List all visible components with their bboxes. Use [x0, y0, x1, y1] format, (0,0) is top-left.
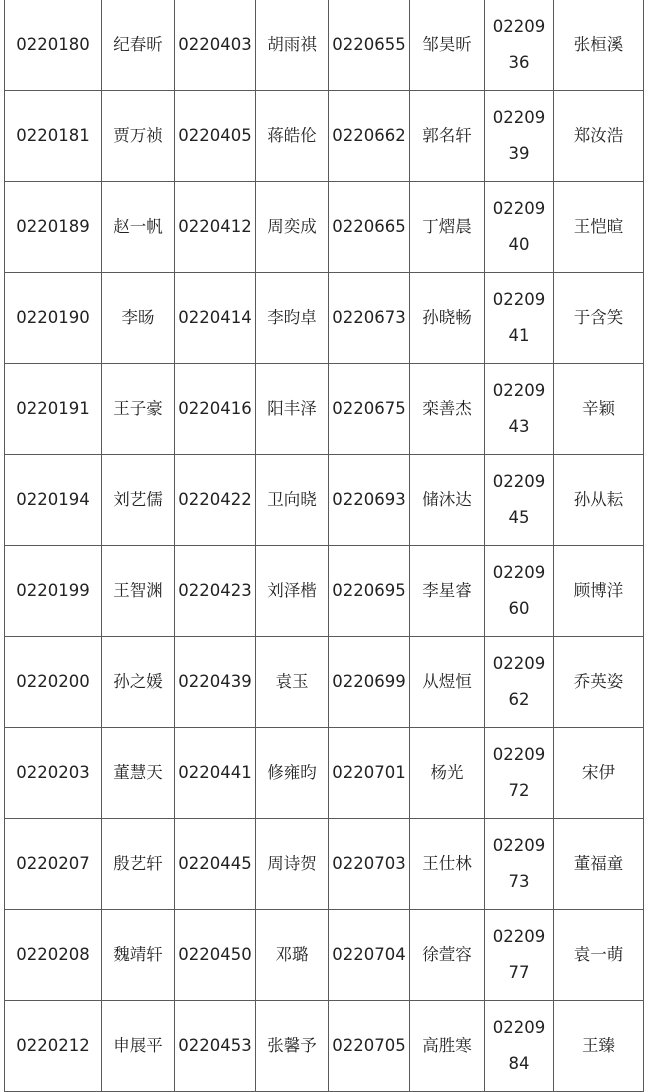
student-id-cell: 0220675 — [329, 364, 410, 455]
student-id-part-1: 02209 — [492, 472, 546, 491]
student-name-cell: 宋伊 — [554, 728, 644, 819]
student-id-cell: 0220705 — [329, 1001, 410, 1092]
table-row — [5, 637, 644, 728]
student-id-cell: 0220194 — [5, 455, 102, 546]
student-name-cell: 张馨予 — [256, 1001, 329, 1092]
table-row — [5, 728, 644, 819]
student-name-cell: 周诗贺 — [256, 819, 329, 910]
student-id-part-2: 62 — [508, 690, 530, 709]
table-row — [5, 0, 644, 91]
student-id-cell: 0220703 — [329, 819, 410, 910]
table-row — [5, 364, 644, 455]
student-list-table — [4, 0, 644, 1092]
student-name-cell: 从煜恒 — [410, 637, 485, 728]
student-name-cell: 孙从耘 — [554, 455, 644, 546]
student-id-part-2: 72 — [508, 781, 530, 800]
student-id-cell-wrapped — [485, 819, 554, 910]
student-name-cell: 卫向晓 — [256, 455, 329, 546]
student-name-cell: 胡雨祺 — [256, 0, 329, 91]
table-row — [5, 455, 644, 546]
student-name-cell: 王子豪 — [102, 364, 175, 455]
student-name-cell: 蒋皓伦 — [256, 91, 329, 182]
student-id-part-2: 77 — [508, 963, 530, 982]
student-name-cell: 修雍昀 — [256, 728, 329, 819]
table-row — [5, 546, 644, 637]
student-id-part-1: 02209 — [492, 290, 546, 309]
student-id-cell: 0220180 — [5, 0, 102, 91]
student-id-cell: 0220212 — [5, 1001, 102, 1092]
student-name-cell: 王臻 — [554, 1001, 644, 1092]
student-id-cell: 0220189 — [5, 182, 102, 273]
student-name-cell: 纪春昕 — [102, 0, 175, 91]
student-name-cell: 阳丰泽 — [256, 364, 329, 455]
student-id-cell: 0220662 — [329, 91, 410, 182]
student-name-cell: 顾博洋 — [554, 546, 644, 637]
student-id-cell: 0220695 — [329, 546, 410, 637]
student-id-cell-wrapped — [485, 910, 554, 1001]
student-id-cell-wrapped — [485, 546, 554, 637]
student-id-cell: 0220199 — [5, 546, 102, 637]
student-id-cell: 0220405 — [175, 91, 256, 182]
student-id-cell-wrapped — [485, 728, 554, 819]
student-name-cell: 乔英姿 — [554, 637, 644, 728]
student-id-part-1: 02209 — [492, 1018, 546, 1037]
table-row — [5, 273, 644, 364]
document-page — [4, 0, 644, 1073]
student-id-part-2: 73 — [508, 872, 530, 891]
student-id-part-2: 45 — [508, 508, 530, 527]
student-name-cell: 储沐达 — [410, 455, 485, 546]
student-id-cell: 0220673 — [329, 273, 410, 364]
student-id-cell: 0220699 — [329, 637, 410, 728]
student-id-part-2: 39 — [508, 144, 530, 163]
student-name-cell: 邓璐 — [256, 910, 329, 1001]
student-name-cell: 赵一帆 — [102, 182, 175, 273]
student-id-cell: 0220191 — [5, 364, 102, 455]
student-id-cell-wrapped — [485, 182, 554, 273]
student-name-cell: 李旸 — [102, 273, 175, 364]
student-id-part-1: 02209 — [492, 563, 546, 582]
student-name-cell: 郭名轩 — [410, 91, 485, 182]
student-id-part-1: 02209 — [492, 836, 546, 855]
table-body — [5, 0, 644, 1092]
student-id-cell: 0220665 — [329, 182, 410, 273]
student-name-cell: 李昀卓 — [256, 273, 329, 364]
student-id-part-1: 02209 — [492, 199, 546, 218]
student-id-part-1: 02209 — [492, 17, 546, 36]
student-id-cell: 0220208 — [5, 910, 102, 1001]
student-id-cell-wrapped — [485, 273, 554, 364]
student-name-cell: 袁一萌 — [554, 910, 644, 1001]
student-id-cell: 0220422 — [175, 455, 256, 546]
student-id-part-2: 40 — [508, 235, 530, 254]
student-name-cell: 刘泽楷 — [256, 546, 329, 637]
student-name-cell: 刘艺儒 — [102, 455, 175, 546]
student-id-part-1: 02209 — [492, 745, 546, 764]
student-name-cell: 王恺暄 — [554, 182, 644, 273]
student-name-cell: 杨光 — [410, 728, 485, 819]
student-id-cell-wrapped — [485, 1001, 554, 1092]
student-id-cell-wrapped — [485, 91, 554, 182]
student-id-part-1: 02209 — [492, 108, 546, 127]
table-row — [5, 91, 644, 182]
student-name-cell: 申展平 — [102, 1001, 175, 1092]
student-id-cell: 0220200 — [5, 637, 102, 728]
student-id-part-2: 36 — [508, 53, 530, 72]
student-name-cell: 董福童 — [554, 819, 644, 910]
student-id-cell: 0220181 — [5, 91, 102, 182]
student-name-cell: 魏靖轩 — [102, 910, 175, 1001]
student-id-part-1: 02209 — [492, 381, 546, 400]
student-name-cell: 郑汝浩 — [554, 91, 644, 182]
student-name-cell: 贾万祯 — [102, 91, 175, 182]
student-name-cell: 栾善杰 — [410, 364, 485, 455]
student-name-cell: 孙晓畅 — [410, 273, 485, 364]
student-id-cell: 0220203 — [5, 728, 102, 819]
table-row — [5, 1001, 644, 1092]
student-name-cell: 王仕林 — [410, 819, 485, 910]
student-id-cell-wrapped — [485, 637, 554, 728]
student-name-cell: 王智渊 — [102, 546, 175, 637]
student-id-part-2: 43 — [508, 417, 530, 436]
student-id-cell: 0220190 — [5, 273, 102, 364]
student-id-part-2: 60 — [508, 599, 530, 618]
student-name-cell: 丁熠晨 — [410, 182, 485, 273]
student-name-cell: 袁玉 — [256, 637, 329, 728]
student-id-cell: 0220655 — [329, 0, 410, 91]
student-name-cell: 于含笑 — [554, 273, 644, 364]
student-name-cell: 张桓溪 — [554, 0, 644, 91]
student-id-cell: 0220439 — [175, 637, 256, 728]
student-id-part-1: 02209 — [492, 654, 546, 673]
student-name-cell: 周奕成 — [256, 182, 329, 273]
student-id-cell: 0220445 — [175, 819, 256, 910]
student-id-part-2: 41 — [508, 326, 530, 345]
student-id-cell: 0220416 — [175, 364, 256, 455]
student-id-part-1: 02209 — [492, 927, 546, 946]
student-id-cell: 0220441 — [175, 728, 256, 819]
table-row — [5, 819, 644, 910]
student-name-cell: 董慧天 — [102, 728, 175, 819]
student-id-cell: 0220453 — [175, 1001, 256, 1092]
student-id-cell: 0220414 — [175, 273, 256, 364]
student-name-cell: 邹昊昕 — [410, 0, 485, 91]
student-id-cell-wrapped — [485, 455, 554, 546]
student-id-cell: 0220403 — [175, 0, 256, 91]
student-id-cell: 0220701 — [329, 728, 410, 819]
student-name-cell: 殷艺轩 — [102, 819, 175, 910]
student-name-cell: 徐萱容 — [410, 910, 485, 1001]
student-id-cell: 0220450 — [175, 910, 256, 1001]
student-id-cell: 0220704 — [329, 910, 410, 1001]
student-id-cell: 0220207 — [5, 819, 102, 910]
student-id-cell: 0220412 — [175, 182, 256, 273]
student-id-cell-wrapped — [485, 364, 554, 455]
student-id-cell: 0220423 — [175, 546, 256, 637]
student-name-cell: 辛颖 — [554, 364, 644, 455]
student-id-part-2: 84 — [508, 1054, 530, 1073]
table-row — [5, 182, 644, 273]
student-name-cell: 高胜寒 — [410, 1001, 485, 1092]
table-row — [5, 910, 644, 1001]
student-name-cell: 孙之媛 — [102, 637, 175, 728]
student-name-cell: 李星睿 — [410, 546, 485, 637]
student-id-cell: 0220693 — [329, 455, 410, 546]
student-id-cell-wrapped — [485, 0, 554, 91]
